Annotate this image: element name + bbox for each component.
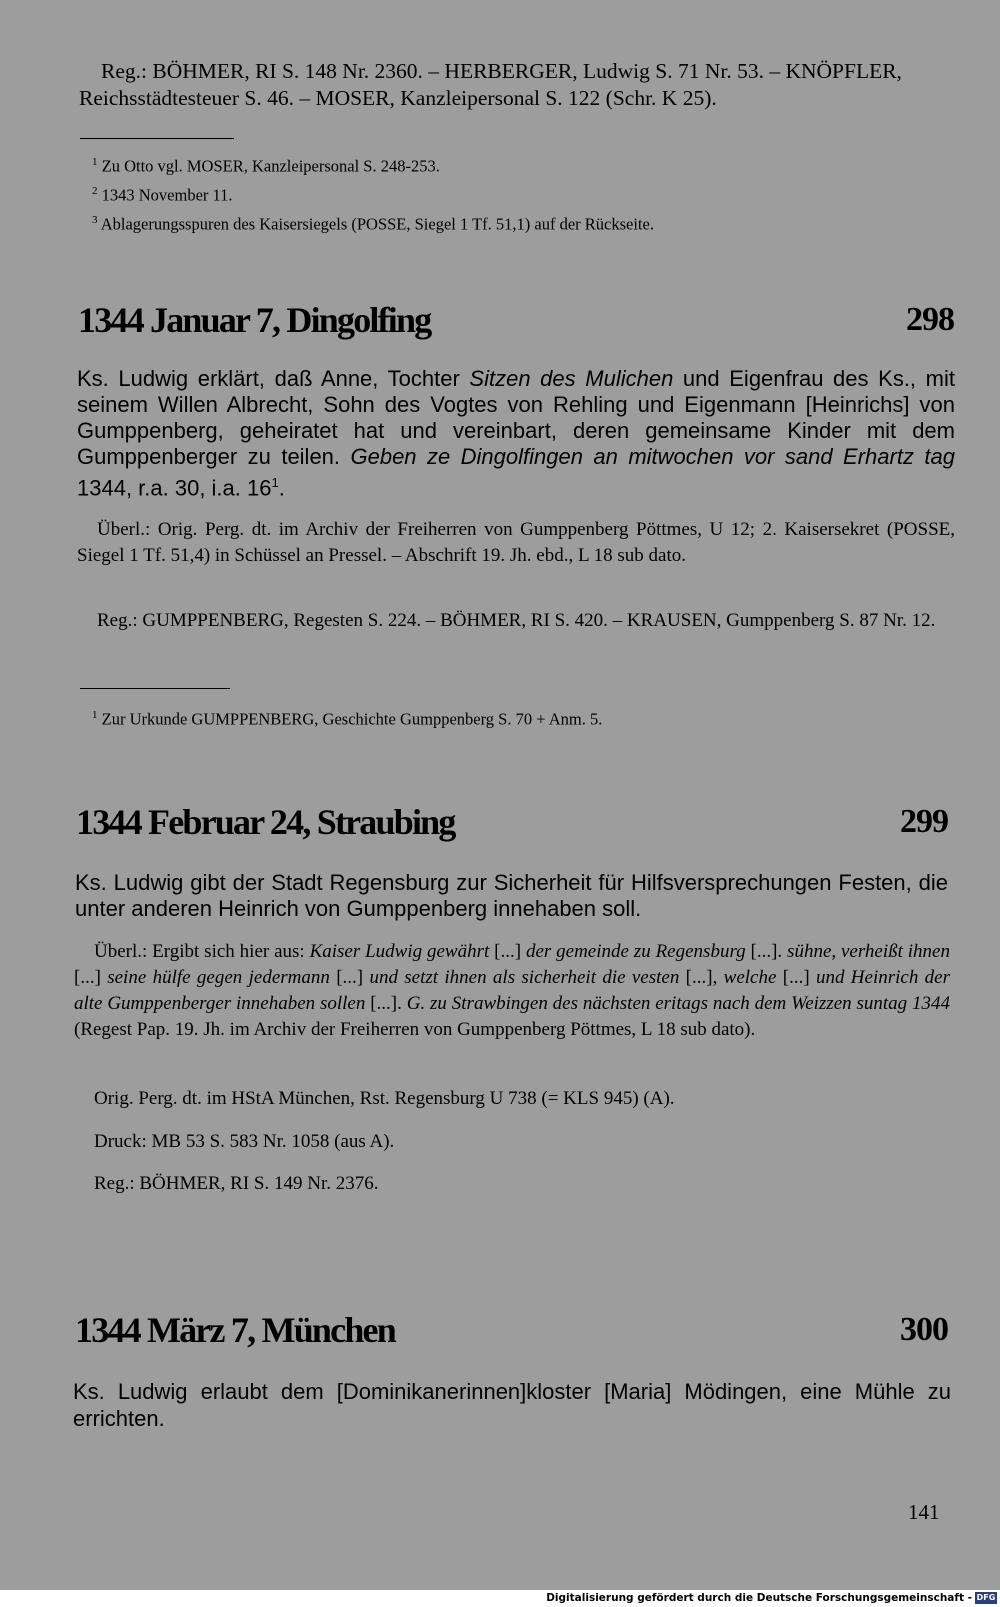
entry-ueberlieferung bbox=[74, 939, 950, 1043]
ueberl-text: Überl.: Ergibt sich hier aus: bbox=[94, 941, 310, 962]
footnote-mark: 1 bbox=[92, 156, 98, 168]
footnote-text: Zu Otto vgl. MOSER, Kanzleipersonal S. 248-253. bbox=[101, 156, 440, 176]
entry-number: 299 bbox=[900, 803, 948, 840]
entry-heading: 1344 Januar 7, Dingolfing bbox=[78, 300, 431, 340]
footnote-item bbox=[92, 179, 952, 208]
entry-heading: 1344 März 7, München bbox=[75, 1310, 395, 1350]
footnote-text: Ablagerungsspuren des Kaisersiegels (POSSE, Siegel 1 Tf. 51,1) auf der Rückseite. bbox=[100, 214, 654, 234]
ueberl-text: [...] bbox=[776, 967, 816, 988]
orig-text: Orig. Perg. dt. im HStA München, Rst. Regensburg U 738 (= KLS 945) (A). bbox=[94, 1088, 675, 1109]
summary-quote: Sitzen des Mulichen bbox=[469, 366, 674, 391]
ueberl-quote: und Heinrich der alte Gumppenberger innehaben sollen bbox=[74, 967, 951, 1014]
footnote-mark: 2 bbox=[92, 185, 98, 197]
entry-regest bbox=[77, 608, 955, 634]
regest-text: Reg.: GUMPPENBERG, Regesten S. 224. – BÖHMER, RI S. 420. – KRAUSEN, Gumppenberg S. 87 Nr. 12. bbox=[97, 610, 936, 631]
entry-footnote bbox=[92, 703, 952, 732]
ueberl-text: [...] bbox=[329, 967, 370, 988]
ueberl-text: [...]. bbox=[365, 993, 407, 1014]
ueberl-text: [...] bbox=[489, 941, 526, 962]
footnote-mark: 3 bbox=[92, 214, 98, 226]
footnote-reference: 1 bbox=[271, 475, 279, 490]
footnote-divider bbox=[80, 138, 234, 139]
ueberl-quote: und setzt ihnen als sicherheit die vesten bbox=[369, 967, 680, 988]
regest-text: Reg.: BÖHMER, RI S. 149 Nr. 2376. bbox=[94, 1173, 379, 1194]
summary-text: Ks. Ludwig erklärt, daß Anne, Tochter bbox=[77, 366, 470, 391]
ueberl-quote: der gemeinde zu Regensburg bbox=[525, 941, 746, 962]
summary-text: und Eigenfrau des Ks., mit seinem Willen Albrecht, Sohn des Vogtes von Rehling und Eigenmann [Heinrichs] von Gumppenberg, geheiratet hat und vereinbart, deren gemeinsame Kinder mit dem Gumppenberger zu teilen. bbox=[77, 366, 955, 469]
entry-druck bbox=[74, 1129, 950, 1155]
ueberl-quote: seine hülfe gegen jedermann bbox=[107, 967, 330, 988]
footnote-item bbox=[92, 208, 952, 237]
footer-credit: Digitalisierung gefördert durch die Deutsche Forschungsgemeinschaft - bbox=[546, 1592, 972, 1604]
druck-text: Druck: MB 53 S. 583 Nr. 1058 (aus A). bbox=[94, 1131, 395, 1152]
ueberl-quote: welche bbox=[723, 967, 777, 988]
entry-summary bbox=[75, 870, 948, 922]
ueberl-quote: Kaiser Ludwig gewährt bbox=[309, 941, 490, 962]
footnote-mark: 1 bbox=[92, 709, 98, 721]
previous-entry-footnotes bbox=[92, 150, 952, 237]
footnote-item bbox=[92, 703, 952, 732]
summary-text: . bbox=[278, 475, 285, 501]
footnote-divider bbox=[80, 688, 230, 689]
entry-summary bbox=[77, 366, 955, 501]
footnote-text: 1343 November 11. bbox=[101, 185, 233, 205]
ueberl-text: [...] bbox=[74, 967, 108, 988]
summary-quote: Geben ze Dingolfingen an mitwochen vor sand Erhartz tag bbox=[350, 444, 955, 469]
footer-bar bbox=[0, 1590, 1000, 1607]
summary-text: Ks. Ludwig gibt der Stadt Regensburg zur Sicherheit für Hilfsversprechungen Festen, die unter anderen Heinrich von Gumppenberg innehaben soll. bbox=[75, 870, 948, 921]
entry-original bbox=[74, 1086, 950, 1112]
entry-heading: 1344 Februar 24, Straubing bbox=[76, 802, 455, 842]
entry-regest bbox=[74, 1171, 950, 1197]
regest-line-1: Reg.: BÖHMER, RI S. 148 Nr. 2360. – HERBERGER, Ludwig S. 71 Nr. 53. – KNÖPFLER, bbox=[101, 59, 902, 83]
ueberl-text: Überl.: Orig. Perg. dt. im Archiv der Freiherren von Gumppenberg Pöttmes, U 12; 2. Kaisersekret (POSSE, Siegel 1 Tf. 51,4) in Schüssel an Pressel. – Abschrift 19. Jh. ebd., L 18 sub dato. bbox=[77, 519, 955, 566]
previous-entry-regest bbox=[79, 58, 955, 112]
footnote-text: Zur Urkunde GUMPPENBERG, Geschichte Gumppenberg S. 70 + Anm. 5. bbox=[101, 709, 603, 729]
summary-text: Ks. Ludwig erlaubt dem [Dominikanerinnen]kloster [Maria] Mödingen, eine Mühle zu errichten. bbox=[73, 1379, 951, 1431]
dfg-logo-icon: DFG bbox=[976, 1593, 996, 1602]
entry-summary bbox=[73, 1378, 951, 1432]
ueberl-text: [...], bbox=[679, 967, 724, 988]
entry-number: 298 bbox=[906, 301, 954, 338]
regest-line-2: Reichsstädtesteuer S. 46. – MOSER, Kanzleipersonal S. 122 (Schr. K 25). bbox=[79, 86, 717, 110]
entry-number: 300 bbox=[900, 1311, 948, 1348]
summary-text: 1344, r.a. 30, i.a. 16 bbox=[77, 475, 272, 501]
ueberl-text: [...]. bbox=[745, 941, 788, 962]
ueberl-quote: G. zu Strawbingen des nächsten eritags nach dem Weizzen suntag 1344 bbox=[406, 993, 950, 1014]
page-number: 141 bbox=[908, 1500, 940, 1524]
entry-ueberlieferung bbox=[77, 517, 955, 569]
ueberl-text: (Regest Pap. 19. Jh. im Archiv der Freiherren von Gumppenberg Pöttmes, L 18 sub dato). bbox=[74, 1019, 756, 1040]
footnote-item bbox=[92, 150, 952, 179]
ueberl-quote: sühne, verheißt ihnen bbox=[787, 941, 950, 962]
